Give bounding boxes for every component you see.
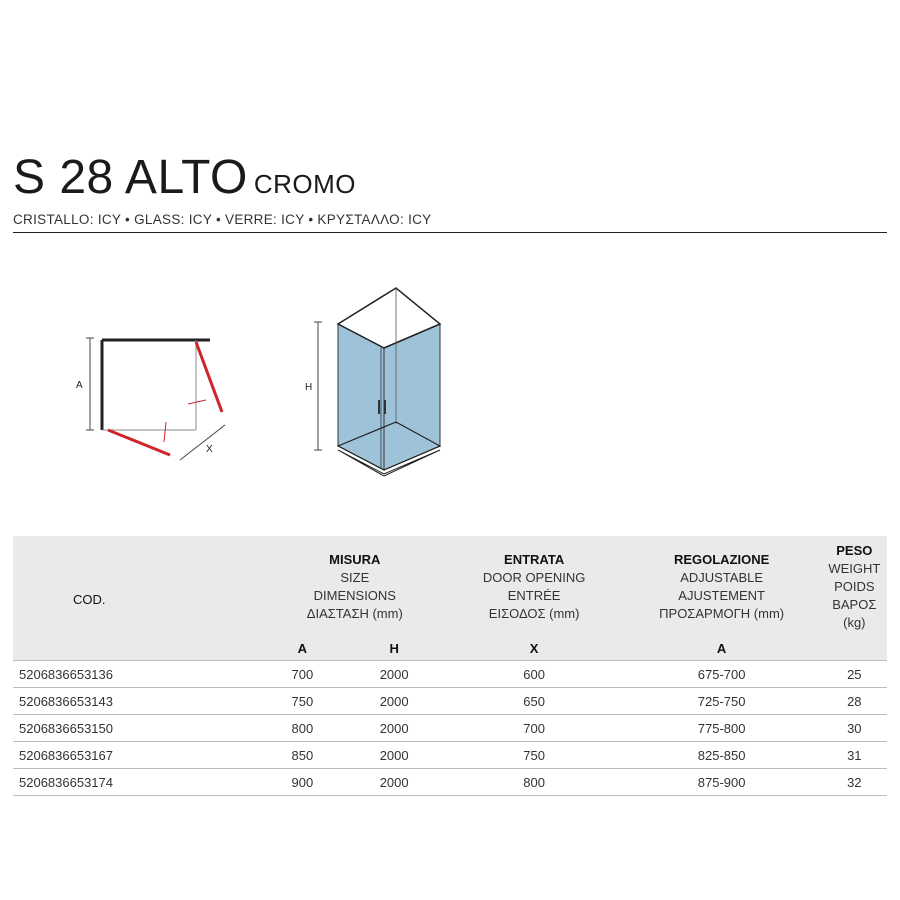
cell-x: 800	[447, 769, 622, 796]
table-row	[13, 715, 887, 742]
door-panel-front	[108, 430, 170, 455]
cell-a: 850	[263, 742, 342, 769]
cell-x: 750	[447, 742, 622, 769]
cell-h: 2000	[342, 661, 447, 688]
table-row	[13, 742, 887, 769]
cell-kg: 31	[822, 742, 887, 769]
header-door-opening: ENTRATA DOOR OPENING ENTRÉE ΕΙΣΟΔΟΣ (mm)	[447, 536, 622, 636]
elevation-label-h: H	[305, 382, 313, 393]
subheader-a: A	[263, 636, 342, 661]
subheader-weight-blank	[822, 636, 887, 661]
plan-label-x: X	[206, 444, 213, 455]
subheader-h: H	[342, 636, 447, 661]
header-size: MISURA SIZE DIMENSIONS ΔΙΑΣΤΑΣΗ (mm)	[263, 536, 447, 636]
cell-a: 750	[263, 688, 342, 715]
cell-code: 5206836653150	[13, 715, 263, 742]
cell-h: 2000	[342, 769, 447, 796]
product-title	[13, 150, 356, 210]
cell-a: 800	[263, 715, 342, 742]
table-row	[13, 661, 887, 688]
subheader-x: X	[447, 636, 622, 661]
cell-code: 5206836653136	[13, 661, 263, 688]
cell-code: 5206836653174	[13, 769, 263, 796]
header-weight: PESO WEIGHT POIDS ΒΑΡΟΣ (kg)	[822, 536, 887, 636]
product-name: S 28 ALTO	[13, 151, 248, 204]
cell-kg: 25	[822, 661, 887, 688]
header-adjustable: REGOLAZIONE ADJUSTABLE AJUSTEMENT ΠΡΟΣΑΡΜΟΓΗ (mm)	[622, 536, 822, 636]
elevation-diagram	[300, 280, 460, 495]
cell-kg: 30	[822, 715, 887, 742]
cell-a: 700	[263, 661, 342, 688]
plan-label-a: A	[76, 380, 83, 391]
table-row	[13, 769, 887, 796]
cell-adj: 875-900	[622, 769, 822, 796]
plan-view-diagram	[70, 330, 240, 470]
cell-x: 650	[447, 688, 622, 715]
cell-adj: 825-850	[622, 742, 822, 769]
product-finish: CROMO	[253, 169, 357, 199]
glass-type-line: CRISTALLO: ICY • GLASS: ICY • VERRE: ICY • ΚΡΥΣΤΑΛΛΟ: ICY	[13, 212, 432, 227]
cell-h: 2000	[342, 688, 447, 715]
cell-kg: 28	[822, 688, 887, 715]
cell-h: 2000	[342, 742, 447, 769]
cell-adj: 675-700	[622, 661, 822, 688]
subheader-adj-a: A	[622, 636, 822, 661]
cell-a: 900	[263, 769, 342, 796]
cell-x: 700	[447, 715, 622, 742]
cell-code: 5206836653143	[13, 688, 263, 715]
cell-adj: 775-800	[622, 715, 822, 742]
cell-h: 2000	[342, 715, 447, 742]
cell-code: 5206836653167	[13, 742, 263, 769]
cell-adj: 725-750	[622, 688, 822, 715]
title-divider	[13, 232, 887, 233]
table-row	[13, 688, 887, 715]
cell-x: 600	[447, 661, 622, 688]
cell-kg: 32	[822, 769, 887, 796]
specification-table	[13, 536, 887, 796]
header-cod: COD.	[13, 536, 263, 661]
